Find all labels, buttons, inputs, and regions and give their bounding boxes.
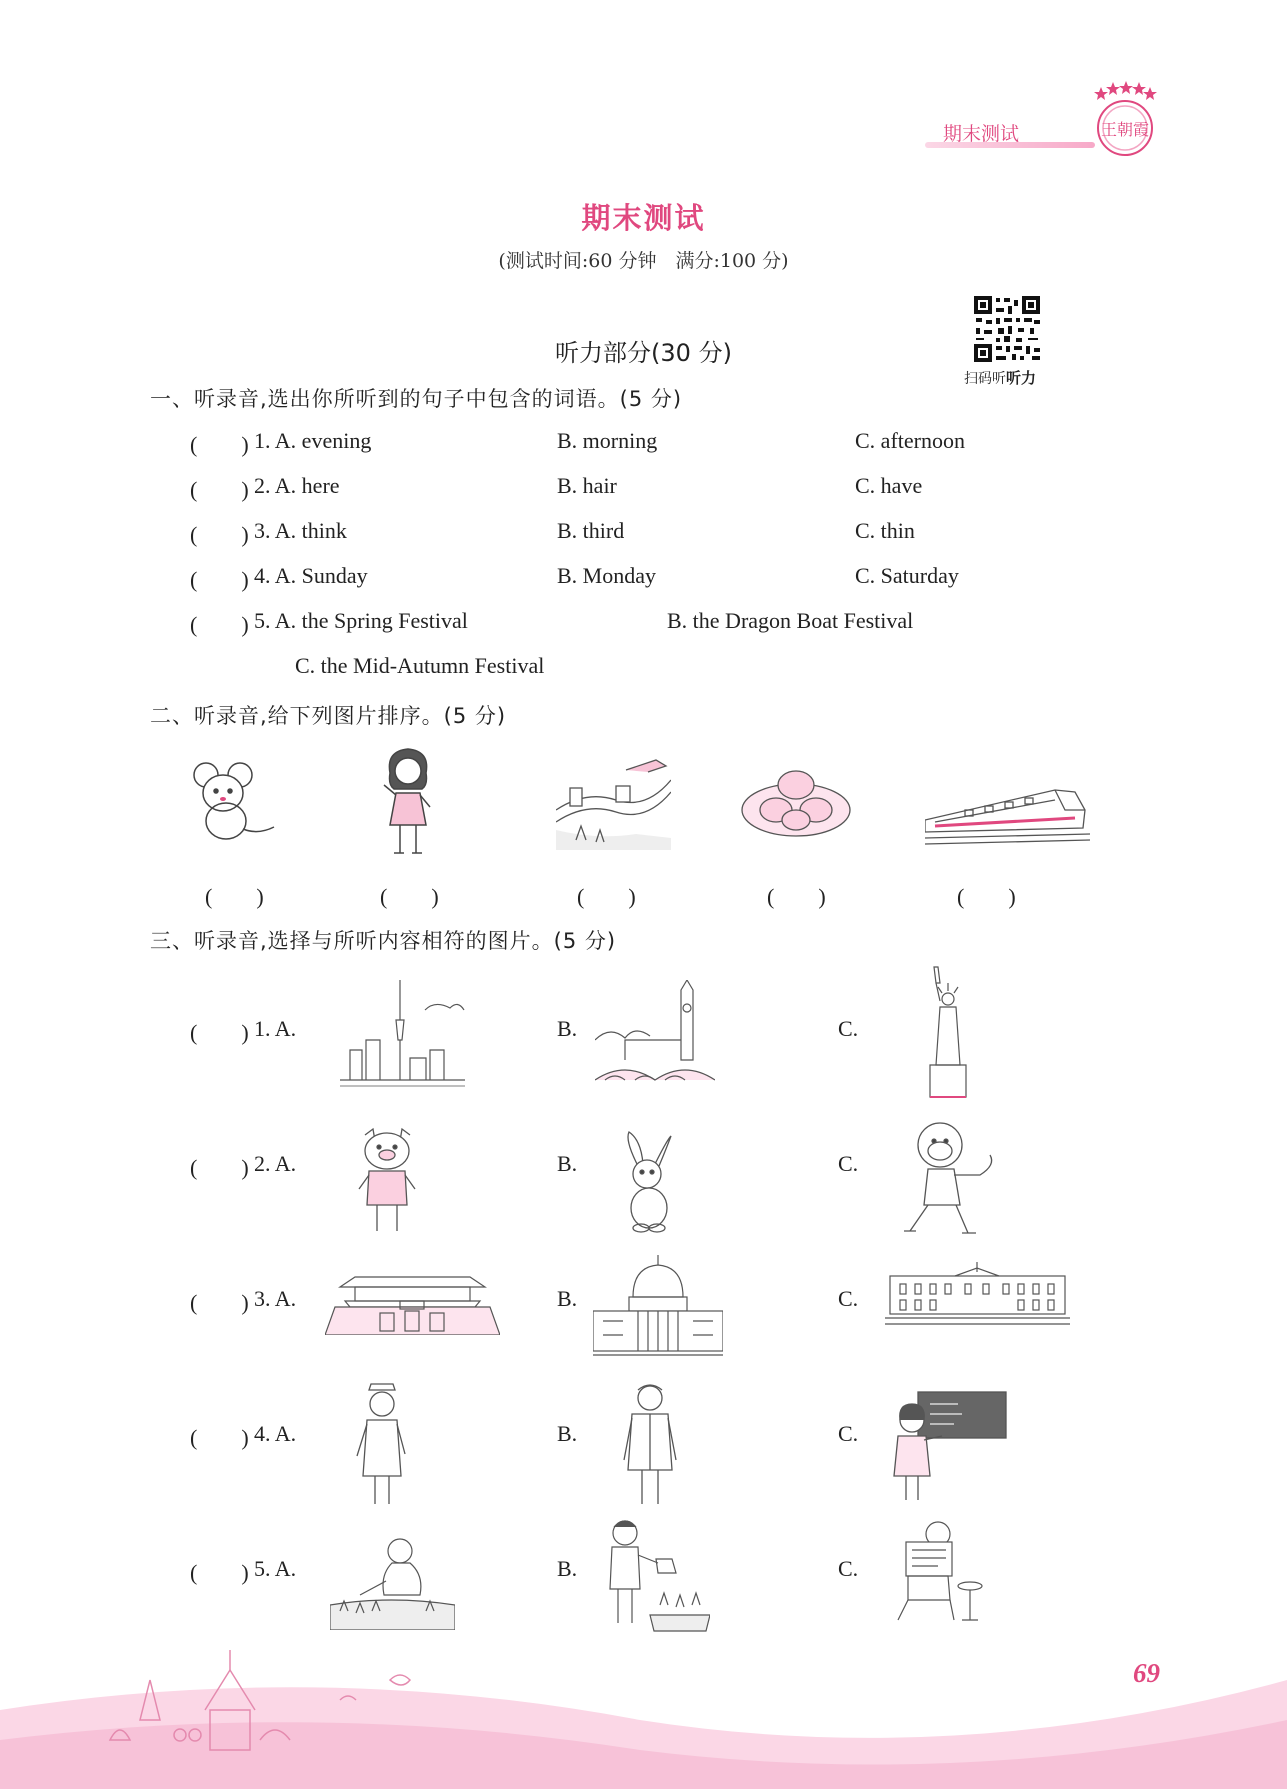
girl-icon <box>378 745 438 860</box>
section1-title: 一、听录音,选出你所听到的句子中包含的词语。(5 分) <box>150 387 683 411</box>
answer-blank[interactable]: ( ) <box>190 1290 249 1315</box>
option-b-label: B. <box>557 1151 578 1176</box>
footer-decoration <box>0 1600 1287 1789</box>
answer-blank[interactable]: ( ) <box>190 432 249 457</box>
answer-blank[interactable]: ( ) <box>190 477 249 502</box>
svg-text:王朝霞: 王朝霞 <box>1100 120 1150 139</box>
mooncakes-icon <box>740 765 852 840</box>
option-a: 3. A. think <box>254 518 347 543</box>
doctor-icon[interactable] <box>620 1380 680 1510</box>
option-c-label: C. <box>838 1556 859 1581</box>
option-a-label: 3. A. <box>254 1286 297 1311</box>
option-b: B. third <box>557 518 625 543</box>
train-icon <box>925 770 1090 850</box>
header-tab-label: 期末测试 <box>943 123 1020 145</box>
answer-blank[interactable]: ( ) <box>190 522 249 547</box>
great-wall-icon <box>556 750 671 850</box>
answer-blank[interactable]: ( ) <box>577 884 636 909</box>
option-b: B. the Dragon Boat Festival <box>667 608 914 633</box>
option-a: 2. A. here <box>254 473 340 498</box>
answer-blank[interactable]: ( ) <box>957 884 1016 909</box>
answer-blank[interactable]: ( ) <box>380 884 439 909</box>
option-c: C. Saturday <box>855 563 959 588</box>
teacher-icon[interactable] <box>888 1390 1008 1505</box>
cn-tower-skyline-icon[interactable] <box>340 980 465 1100</box>
test-info: (测试时间:60 分钟 满分:100 分) <box>498 250 789 272</box>
option-b: B. hair <box>557 473 617 498</box>
answer-blank[interactable]: ( ) <box>767 884 826 909</box>
tiananmen-icon[interactable] <box>325 1265 500 1335</box>
page-number: 69 <box>1133 1658 1160 1688</box>
answer-blank[interactable]: ( ) <box>205 884 264 909</box>
option-c: C. have <box>855 473 923 498</box>
section2-title: 二、听录音,给下列图片排序。(5 分) <box>150 704 507 728</box>
qr-label <box>964 367 1036 388</box>
listening-section-title: 听力部分(30 分) <box>555 339 732 367</box>
option-b: B. Monday <box>557 563 656 588</box>
capitol-icon[interactable] <box>593 1255 723 1360</box>
rabbit-icon[interactable] <box>615 1130 680 1235</box>
option-c-label: C. <box>838 1421 859 1446</box>
answer-blank[interactable]: ( ) <box>190 612 249 637</box>
statue-of-liberty-icon[interactable] <box>920 965 975 1100</box>
buckingham-palace-icon[interactable] <box>885 1262 1070 1327</box>
option-b-label: B. <box>557 1421 578 1446</box>
option-c: C. thin <box>855 518 915 543</box>
pig-icon[interactable] <box>355 1125 420 1240</box>
brand-seal-icon <box>1085 78 1160 158</box>
option-a-label: 5. A. <box>254 1556 297 1581</box>
answer-blank[interactable]: ( ) <box>190 1560 249 1585</box>
monkey-icon[interactable] <box>900 1115 1000 1240</box>
option-b: B. morning <box>557 428 658 453</box>
option-c-label: C. <box>838 1151 859 1176</box>
option-a: 4. A. Sunday <box>254 563 368 588</box>
option-a-label: 2. A. <box>254 1151 297 1176</box>
option-a: 5. A. the Spring Festival <box>254 608 468 633</box>
qr-label-emphasis: 听力 <box>1006 369 1037 387</box>
section3-title: 三、听录音,选择与所听内容相符的图片。(5 分) <box>150 929 617 953</box>
answer-blank[interactable]: ( ) <box>190 1020 249 1045</box>
answer-blank[interactable]: ( ) <box>190 567 249 592</box>
option-b-label: B. <box>557 1286 578 1311</box>
option-a-label: 4. A. <box>254 1421 297 1446</box>
option-a-label: 1. A. <box>254 1016 297 1041</box>
option-c-label: C. <box>838 1286 859 1311</box>
mouse-icon <box>188 755 278 845</box>
answer-blank[interactable]: ( ) <box>190 1155 249 1180</box>
option-c-label: C. <box>838 1016 859 1041</box>
page-title: 期末测试 <box>581 201 706 235</box>
qr-label-prefix: 扫码听 <box>964 371 1006 387</box>
option-c: C. the Mid-Autumn Festival <box>295 653 545 678</box>
big-ben-icon[interactable] <box>595 980 715 1095</box>
option-b-label: B. <box>557 1556 578 1581</box>
answer-blank[interactable]: ( ) <box>190 1425 249 1450</box>
nurse-icon[interactable] <box>355 1380 410 1510</box>
option-c: C. afternoon <box>855 428 965 453</box>
option-a: 1. A. evening <box>254 428 372 453</box>
option-b-label: B. <box>557 1016 578 1041</box>
